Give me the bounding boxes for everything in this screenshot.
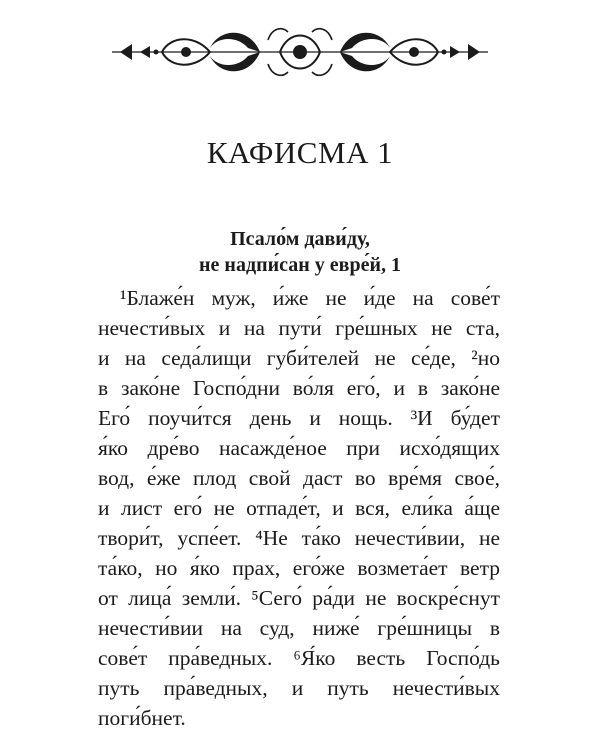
text-line: путь пра́ведных, и путь нечести́вых [98, 676, 500, 700]
text-line: и на седа́лищи губи́телей не се́де, ²но [98, 346, 500, 370]
text-line: поги́бнет. [98, 706, 186, 730]
text-line: нечести́вии на суд, ниже́ гре́шницы в [98, 616, 500, 640]
text-line: нечести́вых и на пути́ гре́шных не ста, [98, 316, 500, 340]
kathisma-title: КАФИСМА 1 [206, 134, 394, 170]
psalm-text [98, 283, 500, 733]
text-line: сове́т пра́ведных. ⁶Я́ко весть Госпо́дь [98, 646, 500, 670]
psalm-heading-line-2: не надпи́сан у евре́й, 1 [199, 254, 401, 276]
ornament-headpiece-icon [110, 22, 490, 82]
text-line: и лист его́ не отпаде́т, и вся, ели́ка а́ще [98, 496, 500, 520]
text-line: твори́т, успе́ет. ⁴Не та́ко нечести́вии, не [98, 526, 500, 550]
text-line: от лица́ земли́. ⁵Сего́ ра́ди не воскре́снут [98, 586, 500, 610]
psalm-heading-line-1: Псало́м дави́ду, [230, 228, 370, 250]
psalm-heading [0, 226, 600, 278]
text-line: ¹Блаже́н муж, и́же не и́де на сове́т [120, 286, 500, 310]
text-line: я́ко дре́во насажде́ное при исхо́дящих [98, 436, 500, 460]
text-line: Его́ поучи́тся день и нощь. ³И бу́дет [98, 406, 500, 430]
text-line: в зако́не Госпо́дни во́ля его́, и в зако́не [98, 376, 500, 400]
text-line: вод, е́же плод свой даст во вре́мя свое́, [98, 466, 500, 490]
text-line: та́ко, но я́ко прах, его́же возмета́ет ветр [98, 556, 500, 580]
